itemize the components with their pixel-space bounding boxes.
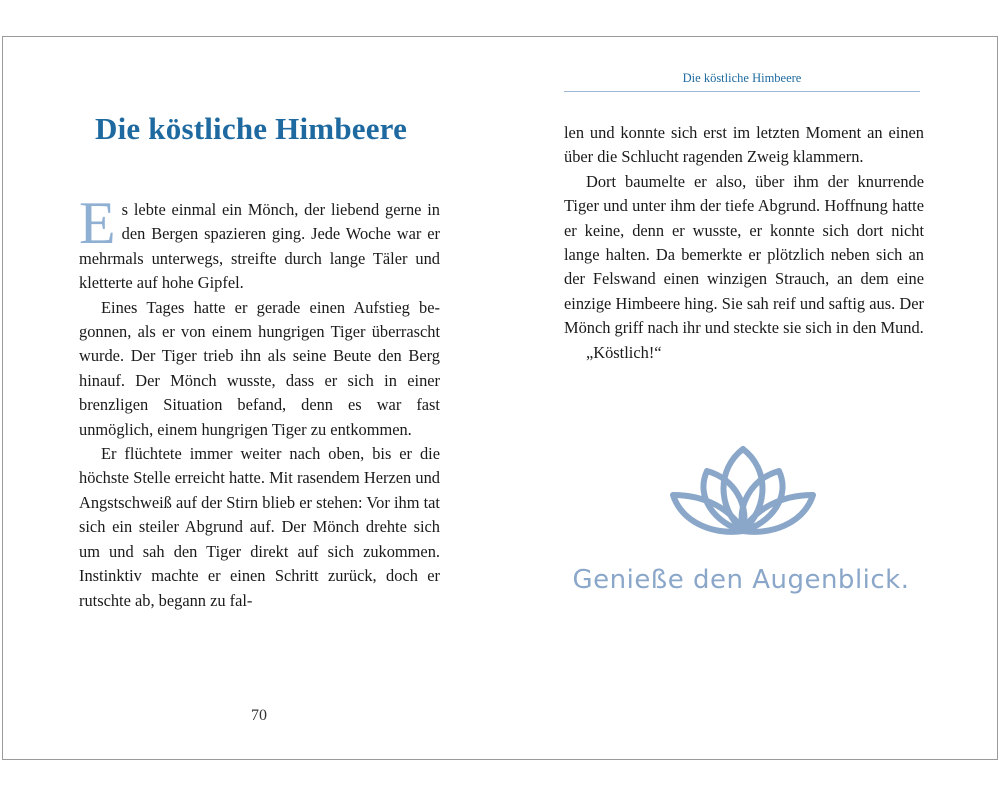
left-page: [3, 37, 501, 759]
paragraph-text: s lebte einmal ein Mönch, der liebend gerne in den Bergen spazieren ging. Jede Woche war er mehrmals unterwegs, streifte durch lange Täler und kletterte auf hohe Gipfel.: [79, 200, 440, 293]
paragraph: [79, 190, 440, 296]
paragraph: Eines Tages hatte er gerade einen Aufstieg begonnen, als er von einem hungrigen Tiger überrascht wurde. Der Tiger trieb ihn als seine Beute den Berg hinauf. Der Mönch wusste, dass er sich in einer brenzligen Situation befand, denn es war fast unmöglich, einem hungrigen Tiger zu entkommen.: [79, 297, 440, 439]
lotus-icon: [669, 445, 817, 545]
chapter-title: Die köstliche Himbeere: [95, 111, 408, 146]
right-body-text: [564, 121, 924, 365]
paragraph: Dort baumelte er also, über ihm der knurrende Tiger und unter ihm der tiefe Abgrund. Hoffnung hatte er keine, denn er wusste, er konnte sich dort nicht lange halten. Da bemerkte er plötzlich neben sich an der Felswand einen winzigen Strauch, an dem eine einzige Himbeere hing. Sie sah reif und saftig aus. Der Mönch griff nach ihr und steckte sie sich in den Mund.: [564, 171, 924, 338]
running-head: Die köstliche Himbeere: [682, 71, 802, 85]
book-spread: [2, 36, 998, 760]
left-body-text: [79, 190, 440, 613]
paragraph: „Köstlich!“: [586, 342, 662, 362]
header-rule: [564, 91, 920, 92]
paragraph: Er flüchtete immer weiter nach oben, bis er die höchste Stelle erreicht hatte. Mit rasendem Herzen und Angstschweiß auf der Stirn blieb er stehen: Vor ihm tat sich ein steiler Abgrund auf. Der Mönch drehte sich um und sah den Tiger direkt auf sich zukommen. Instinktiv machte er einen Schritt zurück, doch er rutschte ab, begann zu fal-: [79, 444, 440, 610]
paragraph: len und konnte sich erst im letzten Moment an einen über die Schlucht ragenden Zweig klammern.: [564, 123, 924, 167]
motto-text: Genieße den Augenblick.: [572, 565, 910, 595]
right-page: [501, 37, 999, 759]
drop-cap: E: [79, 190, 116, 256]
page-number: 70: [251, 707, 267, 724]
